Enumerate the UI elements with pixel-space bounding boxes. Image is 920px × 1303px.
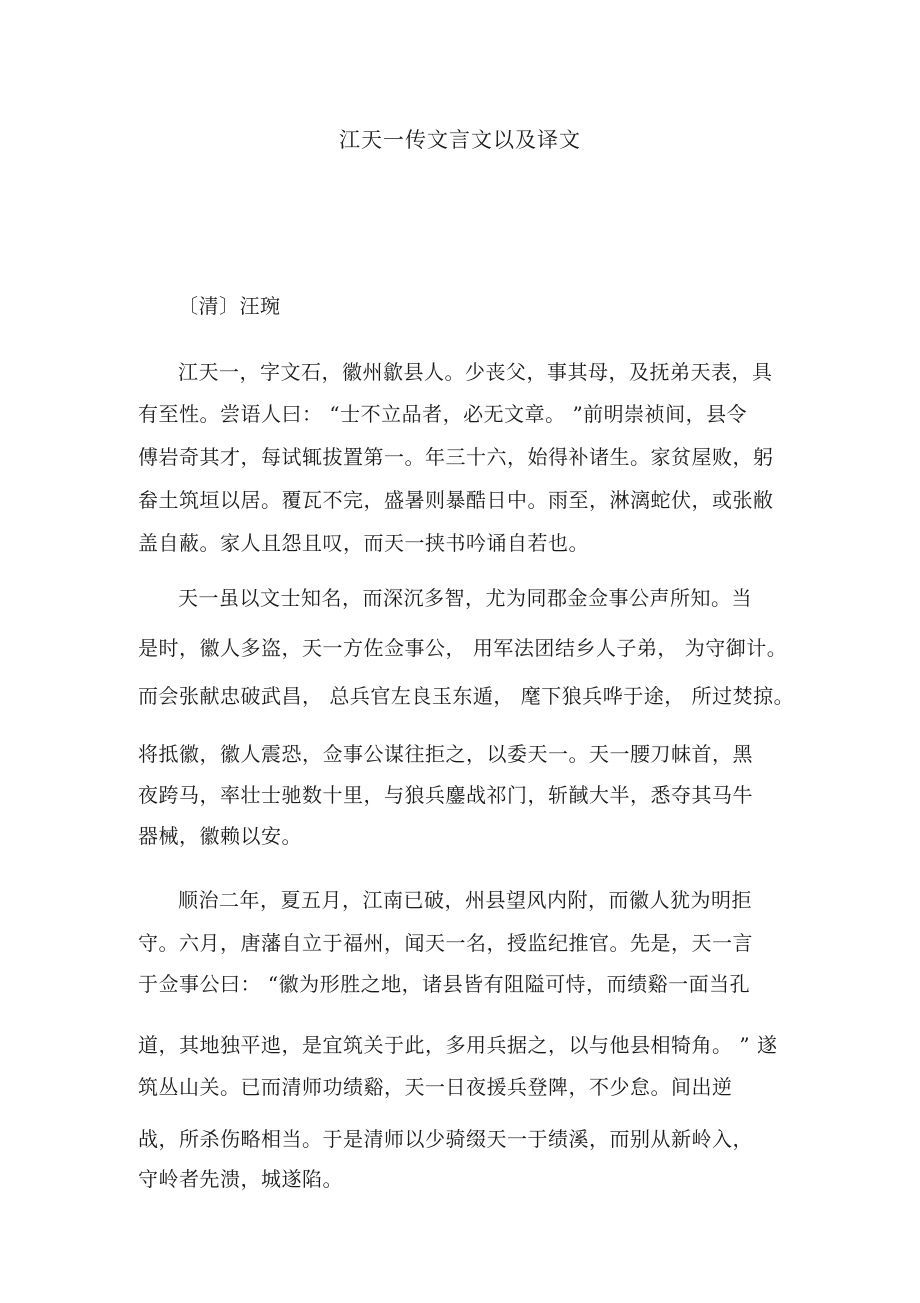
text-line: 将抵徽，徽人震恐，佥事公谋往拒之，以委天一。天一腰刀帓首，黑	[138, 742, 753, 766]
text-line: 江天一，字文石，徽州歙县人。少丧父，事其母，及抚弟天表，具	[178, 360, 773, 384]
document-title: 江天一传文言文以及译文	[339, 128, 581, 152]
text-line: 筑丛山关。已而清师功绩谿，天一日夜援兵登陴，不少怠。间出逆	[138, 1075, 733, 1099]
author-line: 〔清〕汪琬	[178, 294, 281, 318]
text-line: 器械，徽赖以安。	[138, 824, 302, 848]
text-line: 于佥事公曰： “徽为形胜之地，诸县皆有阻隘可恃，而绩谿一面当孔	[138, 972, 751, 996]
text-line: 畚土筑垣以居。覆瓦不完，盛暑则暴酷日中。雨至，淋漓蛇伏，或张敝	[138, 488, 774, 512]
text-line: 守。六月，唐藩自立于福州，闻天一名，授监纪推官。先是，天一言	[138, 931, 753, 955]
text-line: 傅岩奇其才，每试辄拔置第一。年三十六，始得补诸生。家贫屋败，躬	[138, 445, 774, 469]
text-line: 守岭者先溃，城遂陷。	[138, 1167, 343, 1191]
text-line: 而会张献忠破武昌， 总兵官左良玉东遁， 麾下狼兵哗于途， 所过焚掠。	[138, 684, 795, 708]
text-line: 道，其地独平迆，是宜筑关于此，多用兵据之，以与他县相犄角。 ” 遂	[138, 1033, 778, 1057]
text-line: 天一虽以文士知名，而深沉多智，尤为同郡金佥事公声所知。当	[178, 586, 752, 610]
text-line: 战，所杀伤略相当。于是清师以少骑缀天一于绩溪，而别从新岭入，	[138, 1127, 753, 1151]
text-line: 有至性。尝语人曰： “士不立品者，必无文章。 ”前明崇祯间，县令	[138, 402, 748, 426]
text-line: 夜跨马，率壮士驰数十里，与狼兵鏖战祁门，斩馘大半，悉夺其马牛	[138, 783, 753, 807]
text-line: 是时，徽人多盗，天一方佐佥事公， 用军法团结乡人子弟， 为守御计。	[138, 636, 788, 660]
text-line: 顺治二年，夏五月，江南已破，州县望风内附，而徽人犹为明拒	[178, 888, 752, 912]
text-line: 盖自蔽。家人且怨且叹，而天一挟书吟诵自若也。	[138, 531, 589, 555]
